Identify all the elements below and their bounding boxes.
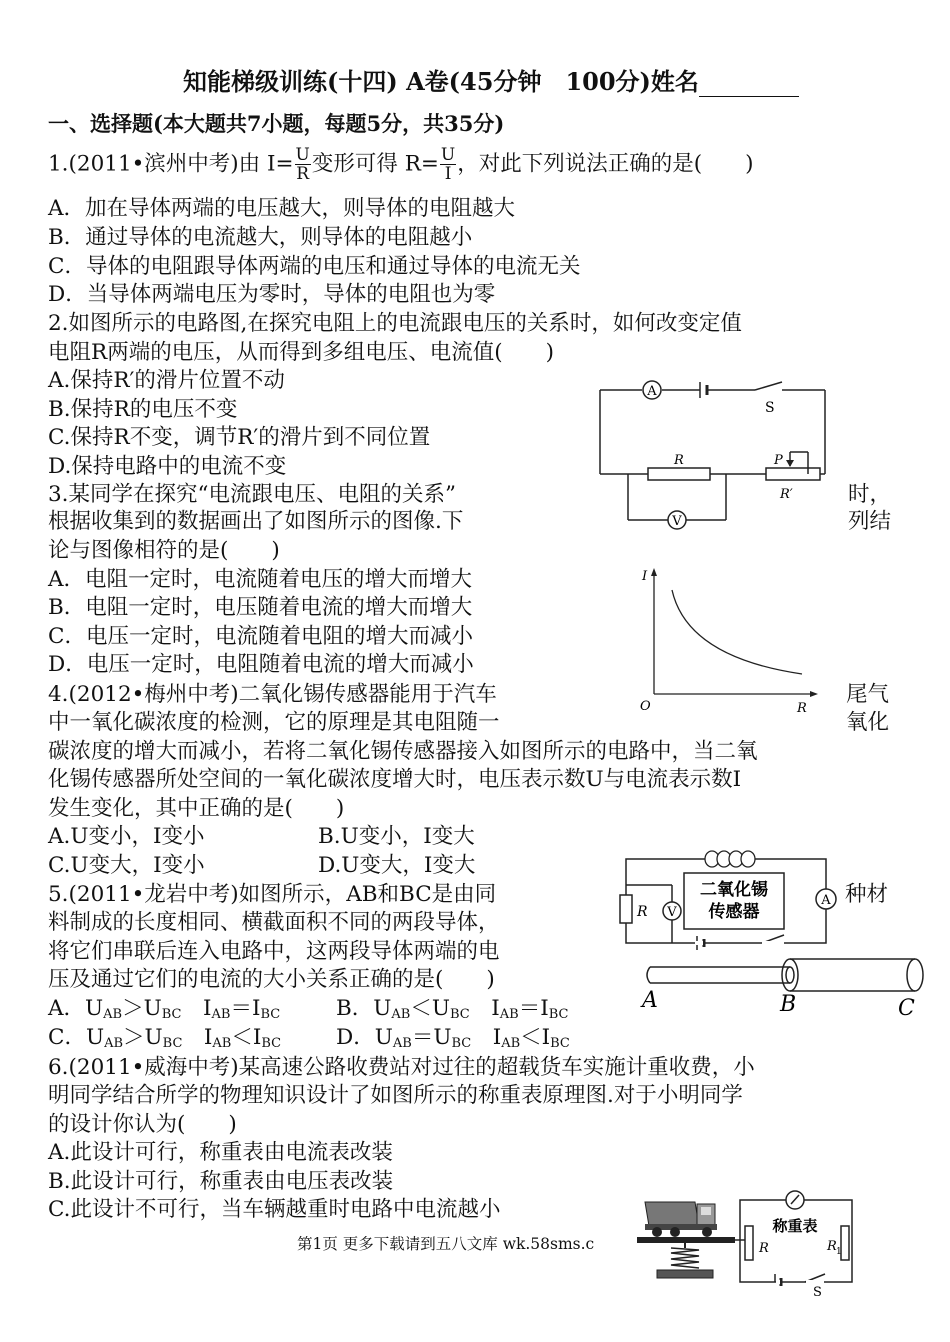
q6-resistor-label: R: [759, 1241, 769, 1256]
q5-stem-4: 压及通过它们的电流的大小关系正确的是( ): [48, 967, 495, 992]
q4-option-c: C.U变大，I变小: [48, 853, 205, 878]
voltmeter-label: V: [672, 514, 682, 529]
q5-stem-1: 5.(2011•龙岩中考)如图所示，AB和BC是由同: [48, 882, 497, 907]
q4-option-a: A.U变小，I变小: [48, 824, 205, 849]
q4-stem-5: 发生变化，其中正确的是( ): [48, 796, 345, 821]
q2-option-c: C.保持R不变，调节R′的滑片到不同位置: [48, 425, 431, 450]
q5-option-b: B．$U_{AB}<U_{BC}$ $I_{AB}=I_{BC}$: [336, 996, 569, 1022]
sensor-label-1: 二氧化锡: [700, 880, 768, 900]
q4-stem-3: 碳浓度的增大而减小，若将二氧化锡传感器接入如图所示的电路中，当二氧: [48, 739, 758, 764]
q3-stem-3: 论与图像相符的是( ): [48, 538, 280, 563]
q6-resistor1-subscript: 1: [836, 1247, 842, 1257]
graph-y-label: I: [642, 569, 648, 584]
q1-option-d: D．当导体两端电压为零时，导体的电阻也为零: [48, 282, 496, 307]
q3-option-b: B．电阻一定时，电压随着电流的增大而增大: [48, 595, 473, 620]
q2-option-d: D.保持电路中的电流不变: [48, 454, 287, 479]
q3-option-c: C．电压一定时，电流随着电阻的增大而减小: [48, 624, 473, 649]
q4-stem-2: 中一氧化碳浓度的检测，它的原理是其电阻随一: [48, 710, 500, 735]
q6-stem-3: 的设计你认为( ): [48, 1112, 237, 1137]
truck-icon: [645, 1202, 717, 1237]
q6-stem-2: 明同学结合所学的物理知识设计了如图所示的称重表原理图.对于小明同学: [48, 1083, 743, 1108]
name-blank: [699, 74, 799, 97]
graph-origin-label: O: [640, 699, 651, 714]
graph-x-label: R: [797, 701, 807, 716]
q4-option-b: B.U变小，I变大: [318, 824, 475, 849]
q3-option-d: D．电压一定时，电阻随着电流的增大而减小: [48, 652, 474, 677]
page-footer: 第1页 更多下载请到五八文库 wk.58sms.c: [297, 1235, 595, 1253]
q1-option-c: C．导体的电阻跟导体两端的电压和通过导体的电流无关: [48, 254, 581, 279]
q6-switch-label: S: [813, 1285, 822, 1298]
q4-option-d: D.U变大，I变大: [318, 853, 476, 878]
q4-stem-1: 4.(2012•梅州中考)二氧化锡传感器能用于汽车: [48, 682, 497, 707]
page-title: 知能梯级训练(十四) A卷(45分钟 100分)姓名: [183, 62, 799, 97]
spring-icon: [671, 1248, 699, 1268]
label-a: A: [642, 988, 658, 1013]
q4-stem-4: 化锡传感器所处空间的一氧化碳浓度增大时，电压表示数U与电流表示数I: [48, 767, 742, 792]
q4-ammeter-label: A: [821, 893, 831, 908]
q1-fraction-2: $\frac{U}{I}$: [440, 145, 456, 184]
resistor-label: R: [674, 453, 684, 468]
q3-stem-2: 根据收集到的数据画出了如图所示的图像.下: [48, 509, 464, 534]
ammeter-label: A: [647, 384, 657, 399]
q5-option-c: C．$U_{AB}>U_{BC}$ $I_{AB}<I_{BC}$: [48, 1025, 282, 1051]
q4-resistor-label: R: [637, 904, 648, 920]
sensor-label-2: 传感器: [708, 902, 760, 922]
scale-base: [657, 1270, 713, 1278]
rheostat-label: R′: [780, 487, 793, 502]
q6-option-a: A.此设计可行，称重表由电流表改装: [48, 1140, 393, 1165]
q3-graph: [632, 562, 822, 722]
q5-stem-2: 料制成的长度相同、横截面积不同的两段导体，: [48, 910, 500, 935]
q6-weighing-diagram: [635, 1186, 860, 1298]
q6-option-c: C.此设计不可行，当车辆越重时电路中电流越小: [48, 1197, 501, 1222]
q4-stem-1-right: 尾气: [846, 682, 890, 707]
q3-stem-1: 3.某同学在探究“电流跟电压、电阻的关系”: [48, 482, 456, 507]
switch-label: S: [765, 400, 775, 416]
q2-option-a: A.保持R′的滑片位置不动: [48, 368, 285, 393]
q3-stem-1-right: 时，: [848, 482, 892, 507]
q4-circuit-diagram: [612, 845, 840, 955]
meter-label: 称重表: [772, 1217, 818, 1235]
scale-platform: [637, 1237, 735, 1243]
q5-conductor-figure: [630, 955, 930, 1025]
q6-stem-1: 6.(2011•威海中考)某高速公路收费站对过往的超载货车实施计重收费，小: [48, 1055, 755, 1080]
q1-fraction-1: $\frac{U}{R}$: [295, 145, 310, 184]
q6-option-b: B.此设计可行，称重表由电压表改装: [48, 1169, 394, 1194]
q5-stem-1-right: 种材: [845, 882, 889, 907]
q2-stem-2: 电阻R两端的电压，从而得到多组电压、电流值( ): [48, 340, 554, 365]
q5-option-a: A．$U_{AB}>U_{BC}$ $I_{AB}=I_{BC}$: [48, 996, 281, 1022]
section-heading: 一、选择题(本大题共7小题，每题5分，共35分): [48, 111, 505, 136]
q1-option-b: B．通过导体的电流越大，则导体的电阻越小: [48, 225, 473, 250]
q1-stem: 1.(2011•滨州中考)由 I= $\frac{U}{R}$ 变形可得 R= $\frac{U}{I}$ ，对此下列说法正确的是( ): [48, 145, 754, 184]
q1-option-a: A．加在导体两端的电压越大，则导体的电阻越大: [48, 196, 516, 221]
label-b: B: [780, 992, 797, 1017]
q4-voltmeter-label: V: [667, 905, 677, 920]
slider-label: P: [774, 453, 783, 468]
q5-stem-3: 将它们串联后连入电路中，这两段导体两端的电: [48, 939, 500, 964]
q2-option-b: B.保持R的电压不变: [48, 397, 238, 422]
q4-stem-2-right: 氧化: [846, 710, 890, 735]
q5-option-d: D．$U_{AB}=U_{BC}$ $I_{AB}<I_{BC}$: [336, 1025, 570, 1051]
label-c: C: [898, 996, 915, 1021]
q2-stem-1: 2.如图所示的电路图,在探究电阻上的电流跟电压的关系时，如何改变定值: [48, 311, 742, 336]
q3-option-a: A．电阻一定时，电流随着电压的增大而增大: [48, 567, 473, 592]
q2-circuit-diagram: [590, 372, 840, 532]
q3-stem-2-right: 列结: [848, 509, 892, 534]
q6-resistor1-label: R: [827, 1239, 837, 1254]
